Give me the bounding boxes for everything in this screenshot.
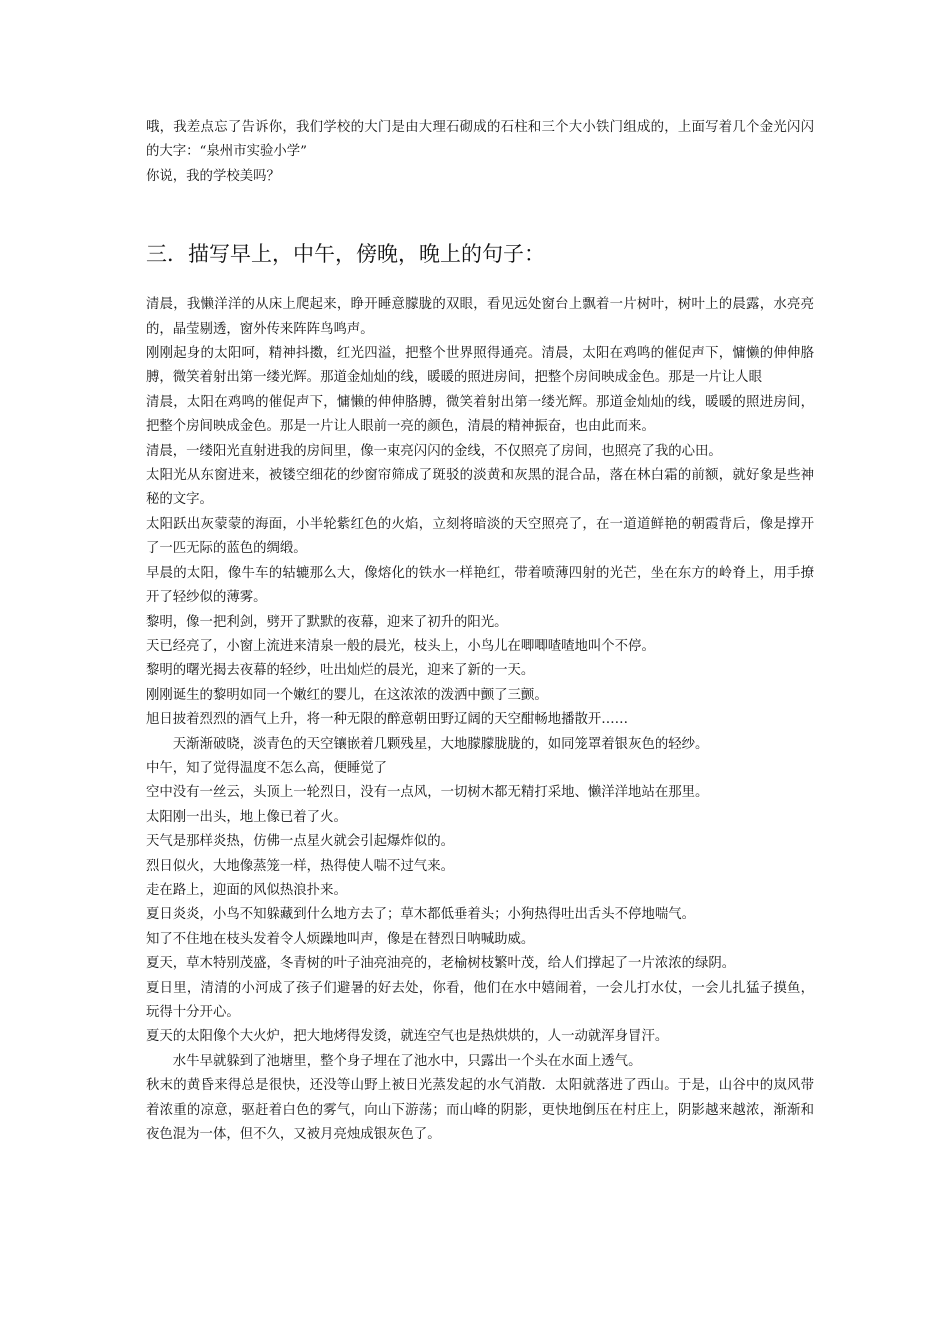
sentence-paragraph: 旭日披着烈烈的酒气上升，将一种无限的醉意朝田野辽阔的天空酣畅地播散开…… xyxy=(146,712,629,728)
sentence-paragraph: 水牛早就躲到了池塘里，整个身子埋在了池水中，只露出一个头在水面上透气。 xyxy=(172,1053,642,1069)
sentence-paragraph: 天渐渐破晓，淡青色的天空镶嵌着几颗残星，大地朦朦胧胧的，如同笼罩着银灰色的轻纱。 xyxy=(172,736,709,752)
sentence-paragraph: 太阳跃出灰蒙蒙的海面，小半轮紫红色的火焰，立刻将暗淡的天空照亮了，在一道道鲜艳的朝霞背后，像是撑开了一匹无际的蓝色的绸缎。 xyxy=(146,516,814,557)
sentence-paragraph: 黎明，像一把利剑，劈开了默默的夜幕，迎来了初升的阳光。 xyxy=(146,614,508,630)
sentence-paragraph: 清晨，我懒洋洋的从床上爬起来，睁开睡意朦胧的双眼，看见远处窗台上飘着一片树叶，树叶上的晨露，水亮亮的，晶莹剔透，窗外传来阵阵鸟鸣声。 xyxy=(146,297,814,337)
sentence-paragraph: 黎明的曙光揭去夜幕的轻纱，吐出灿烂的晨光，迎来了新的一天。 xyxy=(146,663,535,679)
sentence-paragraph: 太阳光从东窗进来，被镂空细花的纱窗帘筛成了斑驳的淡黄和灰黑的混合品，落在林白霜的前额，就好象是些神秘的文字。 xyxy=(146,468,814,508)
sentence-paragraph: 刚刚起身的太阳呵，精神抖擞，红光四溢，把整个世界照得通亮。清晨，太阳在鸡鸣的催促声下，慵懒的伸伸胳膊，微笑着射出第一缕光辉。那道金灿灿的线，暖暖的照进房间，把整个房间映成金色。那是一片让人眼 xyxy=(146,346,814,386)
intro-paragraph: 哦，我差点忘了告诉你，我们学校的大门是由大理石砌成的石柱和三个大小铁门组成的，上面写着几个金光闪闪的大字：“泉州市实验小学” xyxy=(146,120,814,160)
sentence-paragraph: 夏日里，清清的小河成了孩子们避暑的好去处，你看，他们在水中嬉闹着，一会儿打水仗，一会儿扎猛子摸鱼，玩得十分开心。 xyxy=(146,980,814,1020)
sentence-paragraph: 走在路上，迎面的风似热浪扑来。 xyxy=(146,882,347,898)
sentence-paragraph: 夏天的太阳像个大火炉，把大地烤得发烫，就连空气也是热烘烘的，人一动就浑身冒汗。 xyxy=(146,1029,669,1045)
sentence-paragraph: 知了不住地在枝头发着令人烦躁地叫声，像是在替烈日呐喊助威。 xyxy=(146,931,535,947)
intro-block xyxy=(146,116,814,189)
document-page xyxy=(146,116,814,1147)
sentence-paragraph: 夏天，草木特别茂盛，冬青树的叶子油亮油亮的，老榆树枝繁叶茂，给人们撑起了一片浓浓的绿阴。 xyxy=(146,956,736,972)
intro-question: 你说，我的学校美吗？ xyxy=(146,168,280,184)
sentence-paragraph: 清晨，太阳在鸡鸣的催促声下，慵懒的伸伸胳膊，微笑着射出第一缕光辉。那道金灿灿的线，暖暖的照进房间，把整个房间映成金色。那是一片让人眼前一亮的颜色，清晨的精神振奋，也由此而来。 xyxy=(146,394,814,435)
sentence-paragraph: 空中没有一丝云，头顶上一轮烈日，没有一点风，一切树木都无精打采地、懒洋洋地站在那里。 xyxy=(146,785,709,801)
sentence-paragraph: 太阳刚一出头，地上像已着了火。 xyxy=(146,809,347,825)
sentence-paragraph: 秋末的黄昏来得总是很快，还没等山野上被日光蒸发起的水气消散．太阳就落进了西山。于是，山谷中的岚风带着浓重的凉意，驱赶着白色的雾气，向山下游荡；而山峰的阴影，更快地倒压在村庄上，阴影越来越浓，渐渐和夜色混为一体，但不久，又被月亮烛成银灰色了。 xyxy=(146,1078,814,1143)
sentence-paragraph: 清晨，一缕阳光直射进我的房间里，像一束亮闪闪的金线，不仅照亮了房间，也照亮了我的心田。 xyxy=(146,443,722,459)
sentence-paragraph: 中午，知了觉得温度不怎么高，便睡觉了 xyxy=(146,760,388,776)
section-heading: 三．描写早上，中午，傍晚，晚上的句子： xyxy=(146,242,545,267)
sentence-paragraph: 天已经亮了，小窗上流进来清泉一般的晨光，枝头上，小鸟儿在唧唧喳喳地叫个不停。 xyxy=(146,638,655,654)
sentence-paragraph: 刚刚诞生的黎明如同一个嫩红的婴儿，在这浓浓的泼洒中颤了三颤。 xyxy=(146,687,548,703)
sentence-paragraph: 夏日炎炎，小鸟不知躲藏到什么地方去了；草木都低垂着头；小狗热得吐出舌头不停地喘气。 xyxy=(146,907,696,923)
sentence-list xyxy=(146,293,814,1147)
sentence-paragraph: 天气是那样炎热，仿佛一点星火就会引起爆炸似的。 xyxy=(146,834,454,850)
sentence-paragraph: 早晨的太阳，像牛车的轱辘那么大，像熔化的铁水一样艳红，带着喷薄四射的光芒，坐在东方的岭脊上，用手撩开了轻纱似的薄雾。 xyxy=(146,565,814,606)
sentence-paragraph: 烈日似火，大地像蒸笼一样，热得使人喘不过气来。 xyxy=(146,858,454,874)
